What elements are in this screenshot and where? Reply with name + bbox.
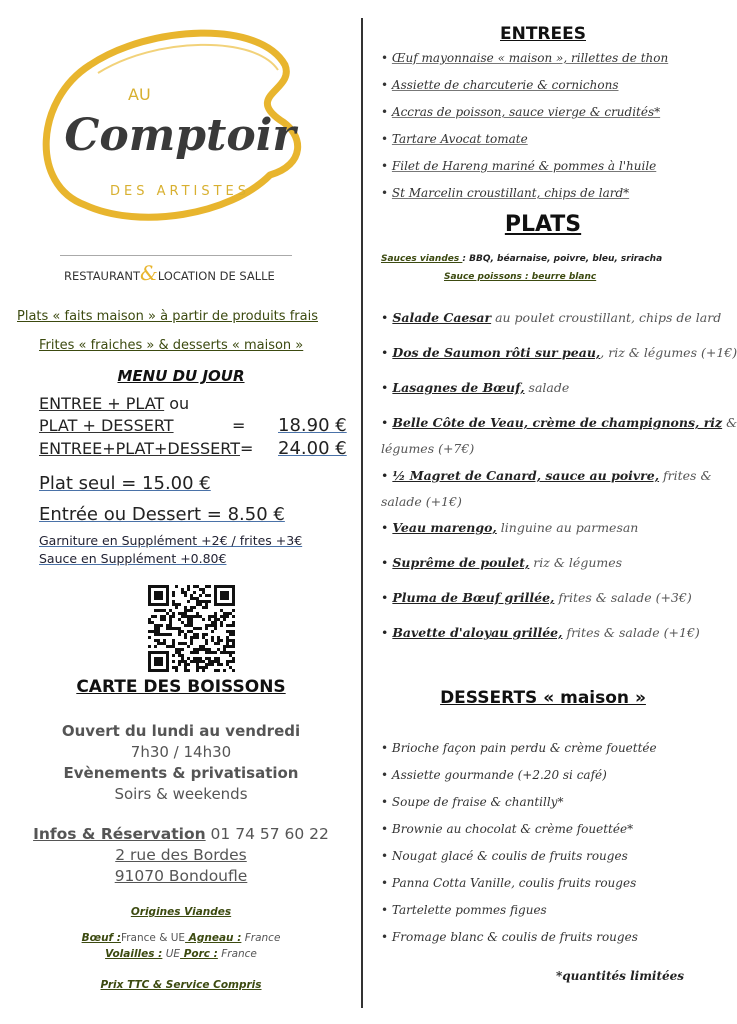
agneau-label: Agneau : — [185, 932, 242, 944]
dessert-label: Brownie au chocolat & crème fouettée* — [391, 822, 634, 836]
logo-tagline-left: RESTAURANT — [64, 269, 140, 283]
entree-item: • Œuf mayonnaise « maison », rillettes de thon — [381, 51, 669, 65]
boeuf-label: Bœuf : — [81, 932, 121, 944]
infos-label: Infos & Réservation — [33, 825, 206, 843]
plat-item: • Dos de Saumon rôti sur peau,, riz & légumes (+1€) — [381, 345, 737, 360]
plat-name: Salade Caesar — [392, 310, 492, 325]
price-three-courses: 24.00 € — [278, 438, 347, 459]
price-plat-seul: Plat seul = 15.00 € — [39, 473, 211, 494]
column-divider — [361, 18, 363, 1008]
plat-name: Bavette d'aloyau grillée, — [392, 625, 563, 640]
dessert-item: • Fromage blanc & coulis de fruits rouges — [381, 930, 638, 944]
intro-fries: Frites « fraiches » & desserts « maison » — [39, 338, 304, 353]
formula-entree-plat: ENTREE + PLAT — [39, 394, 165, 413]
entree-label: Tartare Avocat tomate — [391, 132, 528, 146]
logo-subtitle: DES ARTISTES — [109, 184, 251, 199]
drinks-menu-label: CARTE DES BOISSONS — [76, 677, 286, 697]
plat-name: Lasagnes de Bœuf, — [392, 380, 525, 395]
address-city: 91070 Bondoufle — [114, 867, 248, 885]
supplement-sauce: Sauce en Supplément +0.80€ — [39, 551, 227, 566]
events-when: Soirs & weekends — [114, 785, 248, 803]
intro-homemade: Plats « faits maison » à partir de produits frais — [17, 309, 318, 324]
plat-side: & — [722, 415, 737, 430]
plat-item: • Pluma de Bœuf grillée, frites & salade (+3€) — [381, 590, 692, 605]
plat-side: riz & légumes — [529, 555, 623, 570]
plat-name: Belle Côte de Veau, crème de champignons, riz — [392, 415, 723, 430]
sauces-viandes-list: : BBQ, béarnaise, poivre, bleu, sriracha — [462, 254, 663, 264]
volailles-label: Volailles : — [105, 948, 163, 960]
opening-days: Ouvert du lundi au vendredi — [61, 722, 301, 740]
plat-side: , riz & légumes (+1€) — [600, 345, 737, 360]
entrees-title: ENTREES — [500, 24, 586, 44]
plat-side: linguine au parmesan — [496, 520, 639, 535]
dessert-label: Panna Cotta Vanille, coulis fruits rouges — [391, 876, 637, 890]
plat-side-cont: salade (+1€) — [381, 494, 462, 509]
sauce-poissons: Sauce poissons : beurre blanc — [444, 272, 597, 282]
entree-item: • St Marcelin croustillant, chips de lard* — [381, 186, 630, 200]
plat-item: • Veau marengo, linguine au parmesan — [381, 520, 639, 535]
dessert-label: Fromage blanc & coulis de fruits rouges — [391, 930, 638, 944]
plat-item: • Bavette d'aloyau grillée, frites & salade (+1€) — [381, 625, 700, 640]
logo-name: Comptoir — [64, 110, 296, 161]
dessert-item: • Brownie au chocolat & crème fouettée* — [381, 822, 634, 836]
dessert-label: Nougat glacé & coulis de fruits rouges — [391, 849, 628, 863]
formula-plat-dessert: PLAT + DESSERT — [39, 416, 174, 435]
restaurant-logo — [30, 25, 330, 285]
plat-side: frites & salade (+3€) — [554, 590, 692, 605]
supplement-garniture: Garniture en Supplément +2€ / frites +3€ — [39, 533, 303, 548]
phone-number[interactable]: 01 74 57 60 22 — [205, 825, 329, 843]
porc-origin: France — [217, 948, 257, 960]
plat-side: salade — [524, 380, 570, 395]
entree-label: Filet de Hareng mariné & pommes à l'huile — [391, 159, 657, 173]
formula-or: ou — [164, 394, 190, 413]
formula-three-courses: ENTREE+PLAT+DESSERT — [39, 439, 240, 458]
dessert-item: • Soupe de fraise & chantilly* — [381, 795, 564, 809]
price-note: Prix TTC & Service Compris — [100, 979, 262, 991]
equals-sign: = — [232, 416, 246, 435]
plat-name: ½ Magret de Canard, sauce au poivre, — [392, 468, 660, 483]
plat-item: • ½ Magret de Canard, sauce au poivre, frites & — [381, 468, 712, 483]
dessert-label: Tartelette pommes figues — [391, 903, 547, 917]
plat-name: Suprême de poulet, — [392, 555, 530, 570]
entree-label: St Marcelin croustillant, chips de lard* — [391, 186, 630, 200]
plat-item: • Belle Côte de Veau, crème de champignons, riz & — [381, 415, 737, 430]
dessert-label: Assiette gourmande (+2.20 si café) — [391, 768, 607, 782]
logo-au: AU — [128, 85, 151, 104]
plat-side-cont: légumes (+7€) — [381, 441, 475, 456]
porc-label: Porc : — [180, 948, 218, 960]
dessert-label: Brioche façon pain perdu & crème fouettée — [391, 741, 657, 755]
qr-code-icon[interactable] — [148, 585, 235, 672]
dessert-item: • Brioche façon pain perdu & crème fouettée — [381, 741, 657, 755]
menu-du-jour-title: MENU DU JOUR — [117, 367, 245, 385]
plat-item: • Suprême de poulet, riz & légumes — [381, 555, 623, 570]
plat-name: Pluma de Bœuf grillée, — [392, 590, 555, 605]
dessert-item: • Nougat glacé & coulis de fruits rouges — [381, 849, 628, 863]
plat-side: au poulet croustillant, chips de lard — [491, 310, 722, 325]
entree-item: • Filet de Hareng mariné & pommes à l'huile — [381, 159, 657, 173]
plats-title: PLATS — [504, 212, 582, 237]
entree-item: • Tartare Avocat tomate — [381, 132, 528, 146]
plat-side: frites & — [659, 468, 712, 483]
plat-item: • Lasagnes de Bœuf, salade — [381, 380, 570, 395]
plat-name: Veau marengo, — [392, 520, 497, 535]
boeuf-origin: France & UE — [120, 932, 186, 944]
price-entree-dessert: Entrée ou Dessert = 8.50 € — [39, 504, 285, 525]
logo-tagline-amp: & — [140, 261, 158, 285]
footnote-limited: *quantités limitées — [556, 969, 685, 983]
equals-sign: = — [239, 439, 254, 458]
logo-tagline-right: LOCATION DE SALLE — [157, 269, 275, 283]
opening-hours: 7h30 / 14h30 — [130, 743, 232, 761]
origins-title: Origines Viandes — [130, 906, 232, 918]
dessert-item: • Panna Cotta Vanille, coulis fruits rouges — [381, 876, 637, 890]
entree-label: Assiette de charcuterie & cornichons — [391, 78, 619, 92]
price-two-courses: 18.90 € — [278, 415, 347, 436]
palette-logo-icon — [30, 25, 330, 240]
plat-item: • Salade Caesar au poulet croustillant, chips de lard — [381, 310, 722, 325]
drinks-menu-link[interactable] — [0, 677, 362, 697]
events-title: Evènements & privatisation — [63, 764, 299, 782]
address-street: 2 rue des Bordes — [115, 846, 247, 864]
dessert-item: • Assiette gourmande (+2.20 si café) — [381, 768, 607, 782]
dessert-item: • Tartelette pommes figues — [381, 903, 547, 917]
plat-side: frites & salade (+1€) — [562, 625, 700, 640]
entree-label: Accras de poisson, sauce vierge & crudités* — [391, 105, 661, 119]
entree-label: Œuf mayonnaise « maison », rillettes de thon — [391, 51, 669, 65]
desserts-title: DESSERTS « maison » — [440, 688, 646, 708]
entree-item: • Accras de poisson, sauce vierge & crudités* — [381, 105, 661, 119]
sauces-viandes-label: Sauces viandes — [381, 254, 463, 264]
plat-name: Dos de Saumon rôti sur peau, — [392, 345, 601, 360]
agneau-origin: France — [241, 932, 281, 944]
entree-item: • Assiette de charcuterie & cornichons — [381, 78, 619, 92]
dessert-label: Soupe de fraise & chantilly* — [391, 795, 564, 809]
volailles-origin: UE — [162, 948, 181, 960]
